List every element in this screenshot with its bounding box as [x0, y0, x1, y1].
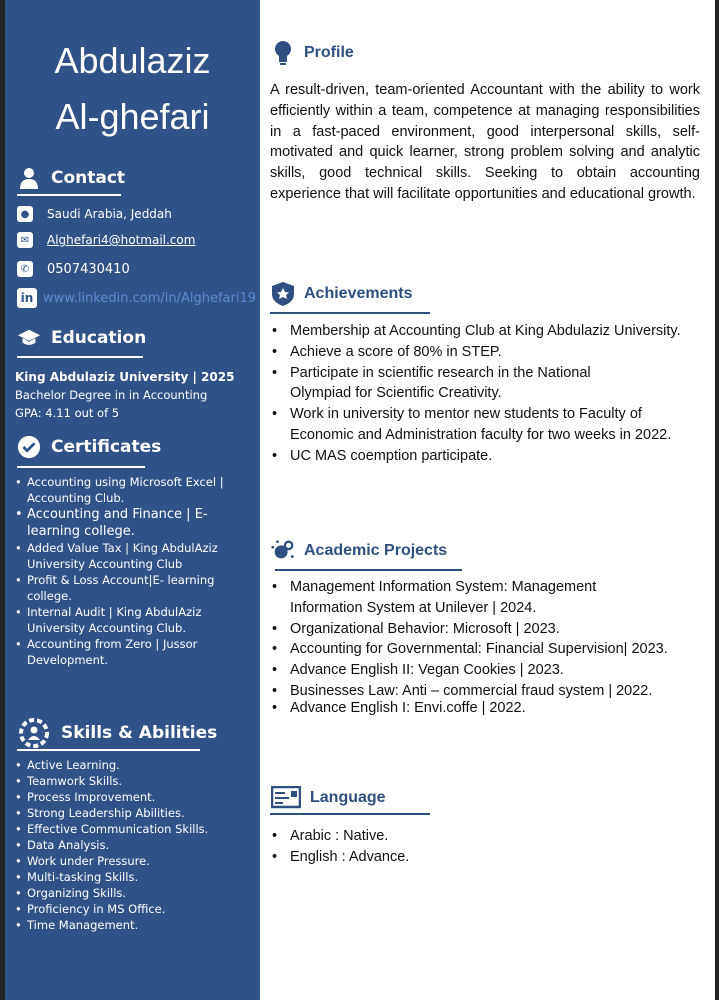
- list-item: • Businesses Law: Anti – commercial fraud system | 2022.: [272, 681, 702, 702]
- list-item: • Organizing Skills.: [15, 885, 255, 901]
- lightbulb-icon: [270, 40, 296, 66]
- list-item: • Data Analysis.: [15, 837, 255, 853]
- mail-icon: ✉: [17, 232, 33, 248]
- list-item: • Strong Leadership Abilities.: [15, 805, 255, 821]
- contact-location: ● Saudi Arabia, Jeddah: [17, 206, 172, 222]
- list-item: • Accounting from Zero | Jussor Development.: [15, 636, 255, 668]
- contact-linkedin[interactable]: in www.linkedin.com/in/Alghefari19: [17, 288, 256, 308]
- profile-heading: Profile: [270, 40, 354, 66]
- skills-heading: Skills & Abilities: [17, 716, 217, 750]
- profile-text: A result-driven, team-oriented Accountant with the ability to work efficiently within a team, competence at managing responsibilities in a fast-paced environment, good interpersonal skills, self-motivated and quick learner, strong problem solving and analytic skills, good technical skills. Seeking to obtain accounting experience that will facilitate opportunities and educational growth.: [270, 82, 700, 202]
- contact-title: Contact: [51, 168, 126, 188]
- skills-list: [15, 757, 255, 933]
- name-last: Al-ghefari: [55, 96, 210, 137]
- certificates-heading: Certificates: [17, 435, 161, 459]
- contact-phone: ✆ 0507430410: [17, 261, 130, 277]
- name-first: Abdulaziz: [54, 40, 211, 81]
- language-list: [272, 826, 702, 868]
- list-item: • Achieve a score of 80% in STEP.: [272, 342, 702, 363]
- divider: [17, 194, 121, 196]
- contact-email[interactable]: ✉ Alghefari4@hotmail.com: [17, 232, 195, 248]
- divider: [17, 749, 200, 751]
- list-item: • Effective Communication Skills.: [15, 821, 255, 837]
- right-edge: [715, 0, 719, 1000]
- language-heading: Language: [270, 785, 386, 811]
- list-item: • Internal Audit | King AbdulAziz University Accounting Club.: [15, 604, 255, 636]
- achievements-list: [272, 321, 702, 467]
- sidebar: [5, 0, 260, 1000]
- projects-list: [272, 577, 702, 719]
- divider: [270, 813, 430, 815]
- list-item: • Accounting using Microsoft Excel | Accounting Club.: [15, 474, 255, 506]
- list-item: • Accounting and Finance | E-learning college.: [15, 506, 255, 540]
- contact-heading: [17, 166, 125, 190]
- list-item: • UC MAS coemption participate.: [272, 446, 702, 467]
- list-item: • Profit & Loss Account|E- learning college.: [15, 572, 255, 604]
- divider: [275, 569, 462, 571]
- education-heading: Education: [17, 326, 146, 350]
- phone-icon: ✆: [17, 261, 33, 277]
- list-item: • Participate in scientific research in the National Olympiad for Scientific Creativity.: [272, 363, 702, 405]
- list-item: • Accounting for Governmental: Financial Supervision| 2023.: [272, 639, 702, 660]
- divider: [17, 466, 145, 468]
- badge-check-icon: [17, 435, 41, 459]
- list-item: • Work in university to mentor new students to Faculty of Economic and Administration faculty for two weeks in 2022.: [272, 404, 702, 446]
- projects-heading: Academic Projects: [270, 538, 447, 564]
- education-entry: King Abdulaziz University | 2025 Bachelor Degree in in Accounting GPA: 4.11 out of 5: [15, 370, 235, 420]
- list-item: • Time Management.: [15, 917, 255, 933]
- list-item: • English : Advance.: [272, 847, 702, 868]
- list-item: • Arabic : Native.: [272, 826, 702, 847]
- list-item: • Teamwork Skills.: [15, 773, 255, 789]
- list-item: • Advance English II: Vegan Cookies | 2023.: [272, 660, 702, 681]
- linkedin-icon: in: [17, 288, 37, 308]
- list-item: • Work under Pressure.: [15, 853, 255, 869]
- location-icon: ●: [17, 206, 33, 222]
- list-item: • Process Improvement.: [15, 789, 255, 805]
- list-item: • Management Information System: Management Information System at Unilever | 2024.: [272, 577, 702, 619]
- list-item: • Proficiency in MS Office.: [15, 901, 255, 917]
- gear-person-icon: [17, 716, 51, 750]
- list-item: • Advance English I: Envi.coffe | 2022.: [272, 698, 702, 719]
- user-icon: [17, 166, 41, 190]
- divider: [270, 312, 430, 314]
- achievements-heading: Achievements: [270, 281, 413, 307]
- idea-gear-icon: [270, 538, 296, 564]
- list-item: • Membership at Accounting Club at King Abdulaziz University.: [272, 321, 702, 342]
- list-item: • Multi-tasking Skills.: [15, 869, 255, 885]
- divider: [17, 356, 143, 358]
- graduation-cap-icon: [17, 326, 41, 350]
- list-item: • Active Learning.: [15, 757, 255, 773]
- list-item: • Organizational Behavior: Microsoft | 2023.: [272, 619, 702, 640]
- star-shield-icon: [270, 281, 296, 307]
- list-item: • Added Value Tax | King AbdulAziz University Accounting Club: [15, 540, 255, 572]
- language-book-icon: [270, 785, 302, 811]
- certificates-list: [15, 474, 255, 668]
